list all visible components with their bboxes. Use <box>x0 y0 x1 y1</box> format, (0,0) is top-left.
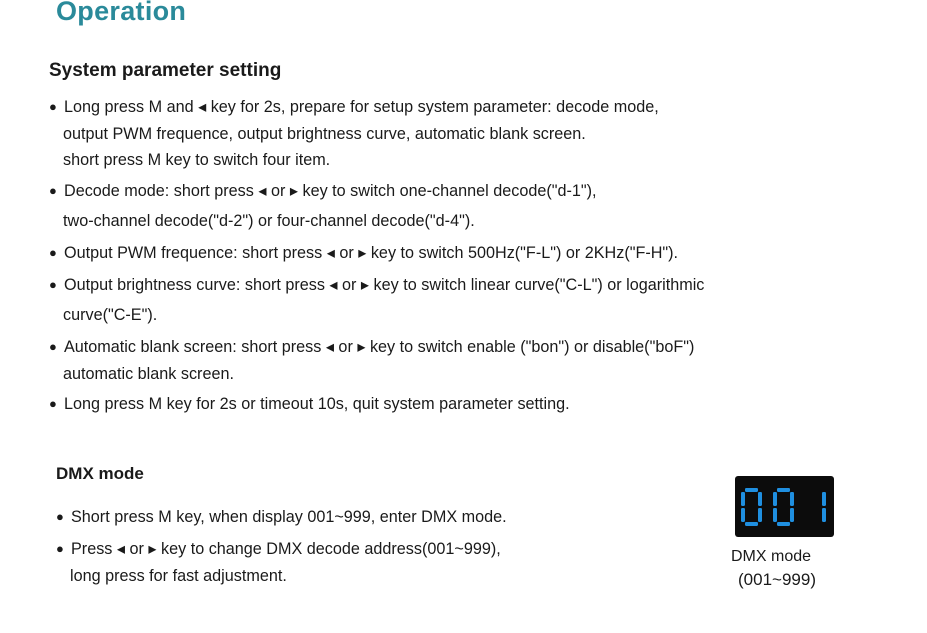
bullet-icon: ● <box>49 396 57 411</box>
segment-e <box>741 508 745 522</box>
bullet-icon: ● <box>56 509 64 524</box>
segment-d <box>745 522 758 526</box>
list-item-continuation: automatic blank screen. <box>63 365 234 383</box>
segment-b <box>790 492 794 506</box>
segment-b <box>822 492 826 506</box>
list-item: ● Long press M and ◂ key for 2s, prepare for setup system parameter: decode mode, <box>49 98 659 116</box>
list-item-continuation: output PWM frequence, output brightness curve, automatic blank screen. <box>63 125 586 143</box>
system-parameter-heading: System parameter setting <box>49 60 282 81</box>
list-item: ● Decode mode: short press ◂ or ▸ key to switch one-channel decode("d-1"), <box>49 182 597 200</box>
segment-c <box>758 508 762 522</box>
list-item: ● Output PWM frequence: short press ◂ or ▸ key to switch 500Hz("F-L") or 2KHz("F-H"). <box>49 244 679 262</box>
segment-c <box>822 508 826 522</box>
segment-d <box>777 522 790 526</box>
dmx-mode-heading: DMX mode <box>56 464 144 483</box>
segment-a <box>777 488 790 492</box>
bullet-icon: ● <box>49 277 57 292</box>
digit-2 <box>822 492 826 522</box>
segment-c <box>790 508 794 522</box>
list-item: ● Short press M key, when display 001~999, enter DMX mode. <box>56 508 507 526</box>
bullet-icon: ● <box>49 183 57 198</box>
list-item-continuation: curve("C-E"). <box>63 306 158 324</box>
list-item-continuation: short press M key to switch four item. <box>63 151 331 169</box>
display-caption-range: (001~999) <box>738 570 816 589</box>
bullet-icon: ● <box>49 339 57 354</box>
bullet-icon: ● <box>49 245 57 260</box>
segment-b <box>758 492 762 506</box>
bullet-icon: ● <box>56 541 64 556</box>
list-item: ● Press ◂ or ▸ key to change DMX decode address(001~999), <box>56 540 501 558</box>
list-item: ● Long press M key for 2s or timeout 10s, quit system parameter setting. <box>49 395 570 413</box>
segment-f <box>741 492 745 506</box>
bullet-icon: ● <box>49 99 57 114</box>
digit-1 <box>773 488 794 526</box>
digit-0 <box>741 488 762 526</box>
list-item: ● Automatic blank screen: short press ◂ or ▸ key to switch enable ("bon") or disable("boF") <box>49 338 695 356</box>
segment-e <box>773 508 777 522</box>
list-item-continuation: long press for fast adjustment. <box>70 567 287 585</box>
led-digits <box>735 476 834 537</box>
segment-a <box>745 488 758 492</box>
page-title: Operation <box>56 0 187 26</box>
list-item-continuation: two-channel decode("d-2") or four-channel decode("d-4"). <box>63 212 475 230</box>
list-item: ● Output brightness curve: short press ◂ or ▸ key to switch linear curve("C-L") or logarithmic <box>49 276 705 294</box>
display-caption: DMX mode <box>731 548 812 565</box>
led-display <box>735 476 834 537</box>
segment-f <box>773 492 777 506</box>
